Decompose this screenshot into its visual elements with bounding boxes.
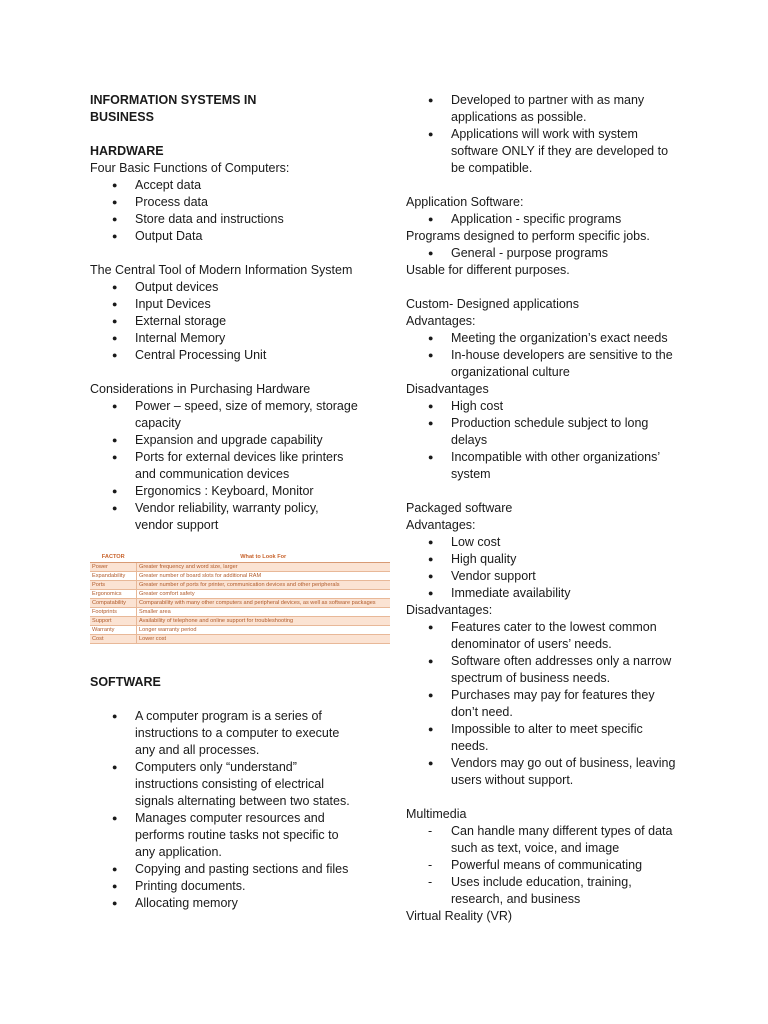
line: Applications will work with system	[451, 127, 638, 141]
list-item	[90, 398, 375, 432]
system-software-list	[406, 92, 706, 177]
factor-cell: Warranty	[90, 626, 137, 635]
list-item	[406, 449, 706, 483]
line: don’t need.	[451, 705, 513, 719]
custom-applications-heading: Custom- Designed applications	[406, 297, 580, 311]
criteria-cell: Availability of telephone and online support for troubleshooting	[137, 617, 391, 626]
list-item	[406, 619, 706, 653]
line: needs.	[451, 739, 489, 753]
line: Ports for external devices like printers	[135, 450, 344, 464]
list-item	[406, 126, 706, 177]
line: In-house developers are sensitive to the	[451, 348, 673, 362]
table-row	[90, 581, 390, 590]
document-title-line-1: INFORMATION SYSTEMS IN	[90, 93, 257, 107]
line: and communication devices	[135, 467, 290, 481]
general-purpose-list	[406, 245, 706, 262]
list-item: ● Application - specific programs	[406, 211, 706, 228]
criteria-cell: Greater number of board slots for additional RAM	[137, 572, 391, 581]
factor-cell: Cost	[90, 635, 137, 644]
line: Vendors may go out of business, leaving	[451, 756, 676, 770]
line: applications as possible.	[451, 110, 587, 124]
custom-disadvantages-list	[406, 398, 706, 483]
list-item: ● Vendor support	[406, 568, 706, 585]
considerations-list	[90, 398, 375, 534]
hardware-factor-table	[90, 552, 390, 644]
line: users without support.	[451, 773, 574, 787]
table-row	[90, 617, 390, 626]
criteria-cell: Greater frequency and word size, larger	[137, 563, 391, 572]
criteria-cell: Greater comfort safety	[137, 590, 391, 599]
criteria-cell: Comparability with many other computers and peripheral devices, as well as software packages	[137, 599, 391, 608]
list-item	[406, 347, 706, 381]
left-column	[90, 92, 375, 912]
line: performs routine tasks not specific to	[135, 828, 339, 842]
line: such as text, voice, and image	[451, 841, 620, 855]
table-row	[90, 626, 390, 635]
app-specific-list	[406, 211, 706, 228]
custom-advantages-label: Advantages:	[406, 314, 476, 328]
list-item	[90, 759, 375, 810]
software-list	[90, 708, 375, 912]
line: vendor support	[135, 518, 219, 532]
list-item: ● Low cost	[406, 534, 706, 551]
table-row	[90, 590, 390, 599]
line: be compatible.	[451, 161, 533, 175]
line: Power – speed, size of memory, storage	[135, 399, 358, 413]
list-item: ● Store data and instructions	[90, 211, 375, 228]
custom-advantages-list	[406, 330, 706, 381]
what-to-look-for-column-header: What to Look For	[137, 552, 391, 563]
packaged-disadvantages-label: Disadvantages:	[406, 603, 493, 617]
line: Allocating memory	[135, 896, 238, 910]
line: instructions consisting of electrical	[135, 777, 324, 791]
virtual-reality-heading: Virtual Reality (VR)	[406, 909, 513, 923]
line: Can handle many different types of data	[451, 824, 673, 838]
line: software ONLY if they are developed to	[451, 144, 669, 158]
list-item	[90, 810, 375, 861]
line: Computers only “understand”	[135, 760, 297, 774]
list-item	[90, 878, 375, 895]
central-tool-list	[90, 279, 375, 364]
criteria-cell: Greater number of ports for printer, communication devices and other peripherals	[137, 581, 391, 590]
line: Expansion and upgrade capability	[135, 433, 323, 447]
application-software-intro: Application Software:	[406, 195, 524, 209]
line: Software often addresses only a narrow	[451, 654, 672, 668]
line: Production schedule subject to long	[451, 416, 649, 430]
factor-cell: Compatability	[90, 599, 137, 608]
right-column	[406, 92, 706, 925]
list-item	[90, 449, 375, 483]
factor-cell: Footprints	[90, 608, 137, 617]
table-row	[90, 635, 390, 644]
list-item	[90, 483, 375, 500]
factor-cell: Support	[90, 617, 137, 626]
packaged-advantages-label: Advantages:	[406, 518, 476, 532]
list-item: ● Input Devices	[90, 296, 375, 313]
line: Features cater to the lowest common	[451, 620, 657, 634]
packaged-disadvantages-list	[406, 619, 706, 789]
table-row	[90, 572, 390, 581]
line: Powerful means of communicating	[451, 858, 643, 872]
list-item	[90, 895, 375, 912]
software-heading: SOFTWARE	[90, 675, 161, 689]
line: system	[451, 467, 491, 481]
criteria-cell: Longer warranty period	[137, 626, 391, 635]
factor-cell: Expandability	[90, 572, 137, 581]
list-item	[406, 92, 706, 126]
multimedia-heading: Multimedia	[406, 807, 467, 821]
list-item	[406, 857, 706, 874]
table-row	[90, 599, 390, 608]
considerations-intro: Considerations in Purchasing Hardware	[90, 382, 311, 396]
list-item: ● General - purpose programs	[406, 245, 706, 262]
line: organizational culture	[451, 365, 570, 379]
line: Printing documents.	[135, 879, 246, 893]
list-item	[406, 415, 706, 449]
criteria-cell: Lower cost	[137, 635, 391, 644]
line: any application.	[135, 845, 222, 859]
line: any and all processes.	[135, 743, 260, 757]
list-item: ● Process data	[90, 194, 375, 211]
list-item: ● Immediate availability	[406, 585, 706, 602]
list-item: ● Output devices	[90, 279, 375, 296]
list-item	[406, 398, 706, 415]
list-item: ● High quality	[406, 551, 706, 568]
list-item	[90, 432, 375, 449]
list-item	[90, 500, 375, 534]
list-item	[406, 755, 706, 789]
list-item: ● External storage	[90, 313, 375, 330]
list-item: ● Output Data	[90, 228, 375, 245]
list-item: ● Internal Memory	[90, 330, 375, 347]
line: Meeting the organization’s exact needs	[451, 331, 668, 345]
table-row	[90, 608, 390, 617]
line: signals alternating between two states.	[135, 794, 350, 808]
line: A computer program is a series of	[135, 709, 322, 723]
list-item	[90, 708, 375, 759]
hardware-heading: HARDWARE	[90, 144, 164, 158]
list-item	[406, 721, 706, 755]
list-item	[90, 861, 375, 878]
line: Purchases may pay for features they	[451, 688, 655, 702]
packaged-software-heading: Packaged software	[406, 501, 513, 515]
central-tool-intro: The Central Tool of Modern Information System	[90, 263, 353, 277]
line: Impossible to alter to meet specific	[451, 722, 643, 736]
line: instructions to a computer to execute	[135, 726, 340, 740]
criteria-cell: Smaller area	[137, 608, 391, 617]
line: Vendor reliability, warranty policy,	[135, 501, 319, 515]
four-functions-list	[90, 177, 375, 245]
four-functions-intro: Four Basic Functions of Computers:	[90, 161, 290, 175]
line: Incompatible with other organizations’	[451, 450, 661, 464]
app-specific-description: Programs designed to perform specific jobs.	[406, 229, 650, 243]
factor-column-header: FACTOR	[90, 552, 137, 563]
list-item	[406, 687, 706, 721]
list-item	[406, 653, 706, 687]
list-item	[406, 330, 706, 347]
multimedia-list	[406, 823, 706, 908]
line: denominator of users’ needs.	[451, 637, 612, 651]
table-header-row	[90, 552, 390, 563]
line: High cost	[451, 399, 504, 413]
line: Uses include education, training,	[451, 875, 632, 889]
line: Ergonomics : Keyboard, Monitor	[135, 484, 314, 498]
factor-cell: Ergonomics	[90, 590, 137, 599]
list-item: ● Central Processing Unit	[90, 347, 375, 364]
general-purpose-description: Usable for different purposes.	[406, 263, 570, 277]
list-item	[406, 823, 706, 857]
line: Copying and pasting sections and files	[135, 862, 349, 876]
line: delays	[451, 433, 488, 447]
table-row	[90, 563, 390, 572]
line: Developed to partner with as many	[451, 93, 645, 107]
list-item: ● Accept data	[90, 177, 375, 194]
custom-disadvantages-label: Disadvantages	[406, 382, 489, 396]
factor-cell: Ports	[90, 581, 137, 590]
list-item	[406, 874, 706, 908]
line: research, and business	[451, 892, 581, 906]
factor-cell: Power	[90, 563, 137, 572]
packaged-advantages-list	[406, 534, 706, 602]
document-title-line-2: BUSINESS	[90, 110, 154, 124]
line: capacity	[135, 416, 181, 430]
line: spectrum of business needs.	[451, 671, 611, 685]
line: Manages computer resources and	[135, 811, 325, 825]
